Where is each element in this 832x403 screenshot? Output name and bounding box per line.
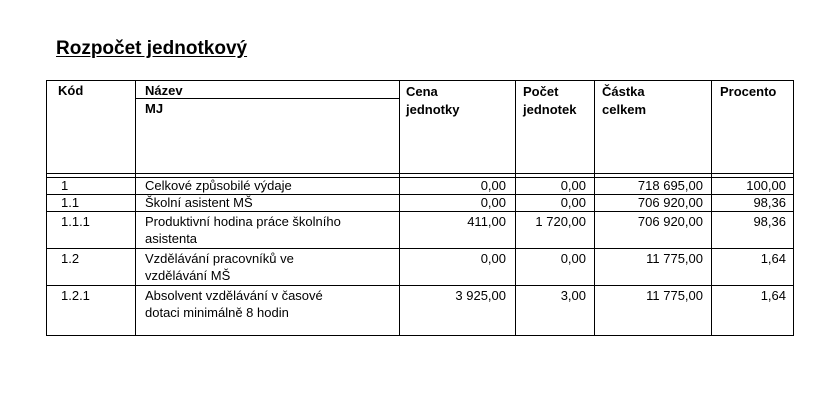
row-cena: 0,00 (480, 178, 506, 193)
header-castka-1: Částka (602, 84, 645, 99)
row-castka: 718 695,00 (637, 178, 703, 193)
row-nazev-cont: vzdělávání MŠ (145, 268, 231, 283)
row-nazev: Školní asistent MŠ (145, 195, 253, 210)
row-cena: 411,00 (467, 214, 506, 229)
row-pocet: 3,00 (560, 288, 586, 303)
header-pocet-1: Počet (523, 84, 559, 99)
row-cena: 0,00 (480, 195, 506, 210)
row-cena: 3 925,00 (455, 288, 506, 303)
row-divider (47, 211, 793, 212)
header-nazev: Název (145, 83, 183, 98)
row-castka: 706 920,00 (637, 214, 703, 229)
header-castka-2: celkem (602, 102, 647, 117)
row-pocet: 0,00 (560, 178, 586, 193)
row-procento: 98,36 (753, 214, 786, 229)
row-nazev-cont: asistenta (145, 231, 198, 246)
budget-table (46, 80, 794, 336)
row-kod: 1.2.1 (61, 288, 90, 303)
row-pocet: 1 720,00 (535, 214, 586, 229)
row-kod: 1.1 (61, 195, 80, 210)
row-castka: 11 775,00 (646, 251, 703, 266)
row-nazev-cont: dotaci minimálně 8 hodin (145, 305, 289, 320)
header-cena-1: Cena (406, 84, 438, 99)
row-castka: 706 920,00 (637, 195, 703, 210)
header-procento: Procento (720, 84, 777, 99)
header-divider (47, 173, 793, 174)
row-kod: 1.1.1 (61, 214, 90, 229)
row-kod: 1.2 (61, 251, 80, 266)
row-pocet: 0,00 (560, 195, 586, 210)
row-procento: 1,64 (760, 251, 786, 266)
row-procento: 100,00 (746, 178, 786, 193)
row-nazev: Produktivní hodina práce školního (145, 214, 341, 229)
row-pocet: 0,00 (560, 251, 586, 266)
row-nazev: Absolvent vzdělávání v časové (145, 288, 323, 303)
row-cena: 0,00 (480, 251, 506, 266)
row-divider (47, 248, 793, 249)
header-cena-2: jednotky (406, 102, 460, 117)
row-nazev: Vzdělávání pracovníků ve (145, 251, 294, 266)
row-procento: 98,36 (753, 195, 786, 210)
header-pocet-2: jednotek (523, 102, 577, 117)
row-divider (47, 285, 793, 286)
column-divider (135, 81, 136, 335)
header-kod: Kód (58, 83, 84, 98)
row-kod: 1 (61, 178, 69, 193)
row-castka: 11 775,00 (646, 288, 703, 303)
row-nazev: Celkové způsobilé výdaje (145, 178, 292, 193)
row-procento: 1,64 (760, 288, 786, 303)
header-mj: MJ (145, 101, 164, 116)
page-title: Rozpočet jednotkový (56, 38, 248, 59)
